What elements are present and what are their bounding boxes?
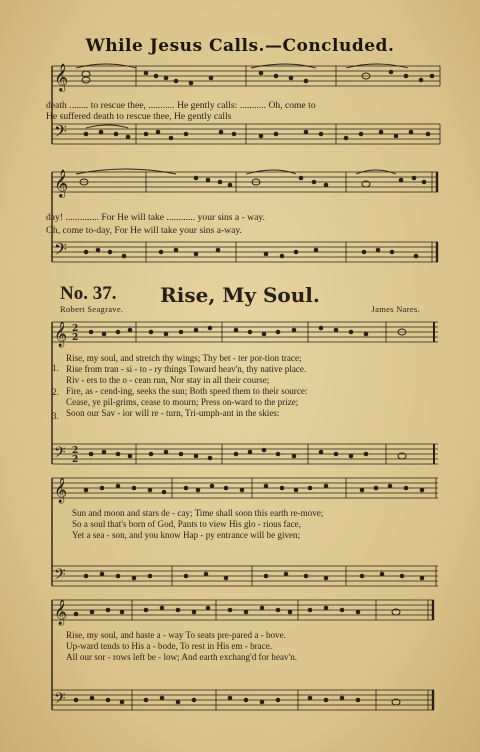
lyric-line: day! .............. For He will take ............ your sins a - way.: [46, 212, 265, 223]
svg-text:𝄞: 𝄞: [54, 169, 69, 197]
svg-text:𝄢: 𝄢: [54, 444, 66, 465]
svg-text:𝄞: 𝄞: [54, 322, 68, 347]
lyric-line: He suffered death to rescue thee, He gently calls: [46, 111, 232, 122]
svg-text:2: 2: [72, 324, 79, 334]
top-title: While Jesus Calls.—Concluded.: [85, 36, 395, 56]
verse-number: 3.: [52, 411, 59, 421]
lyric-line: Yet a sea - son, and you know Hap - py entrance will be given;: [72, 530, 301, 540]
verse-numbers: [52, 356, 59, 428]
svg-text:𝄞: 𝄞: [54, 63, 69, 91]
chorus-text: [72, 508, 438, 541]
music-system-5: [46, 594, 442, 714]
lyric-line: Up-ward tends to His a - bode, To rest in His em - brace.: [66, 641, 273, 651]
svg-text:𝄢: 𝄢: [54, 690, 66, 711]
svg-text:𝄞: 𝄞: [54, 478, 68, 503]
lyric-line: Sun and moon and stars de - cay; Time shall soon this earth re-move;: [72, 508, 324, 518]
closing-text: [66, 630, 432, 663]
lyric-line: All our sor - rows left be - low; And earth exchang'd for heav'n.: [66, 652, 298, 662]
lyric-line: Fire, as - cend-ing, seeks the sun; Both speed them to their source:: [66, 386, 308, 396]
author-credit: Robert Seagrave.: [60, 304, 124, 314]
svg-text:𝄢: 𝄢: [54, 239, 67, 263]
hymn-title: Rise, My Soul.: [160, 283, 320, 307]
verse-number: 1.: [52, 363, 59, 373]
lyric-line: Oh, come to-day, For He will take your sins a-way.: [46, 225, 242, 236]
lyric-line: So a soul that's born of God, Pants to view His glo - rious face,: [72, 519, 301, 529]
lyric-line: Cease, ye pil-grims, cease to mourn; Press on-ward to the prize;: [66, 397, 299, 407]
verse-number: 2.: [52, 387, 59, 397]
hymn-number: No. 37.: [60, 283, 117, 304]
svg-text:2: 2: [72, 455, 79, 465]
lyric-line: Rise, my soul, and haste a - way To seats pre-pared a - bove.: [66, 630, 286, 640]
svg-text:𝄢: 𝄢: [54, 121, 67, 145]
lyric-line: death ........ to rescue thee, ........... He gently calls: ........... Oh, come to: [46, 100, 316, 111]
composer-credit: James Nares.: [371, 304, 420, 314]
svg-text:2: 2: [72, 446, 79, 456]
music-system-1: [46, 58, 442, 158]
music-system-2: [46, 162, 442, 272]
svg-text:2: 2: [72, 333, 79, 343]
music-system-4: [46, 472, 442, 590]
lyric-line: Soon our Sav - ior will re - turn, Tri-umph-ant in the skies:: [66, 408, 280, 418]
lyric-line: Rise from tran - si - to - ry things Toward heav'n, thy native place.: [66, 364, 307, 374]
svg-text:𝄢: 𝄢: [54, 566, 66, 587]
lyric-line: Rise, my soul, and stretch thy wings; Thy bet - ter por-tion trace;: [66, 353, 302, 363]
svg-text:𝄞: 𝄞: [54, 600, 68, 625]
stanza-text: [66, 353, 436, 419]
lyric-line: Riv - ers to the o - cean run, Nor stay in all their course;: [66, 375, 270, 385]
music-system-3: [46, 316, 442, 466]
